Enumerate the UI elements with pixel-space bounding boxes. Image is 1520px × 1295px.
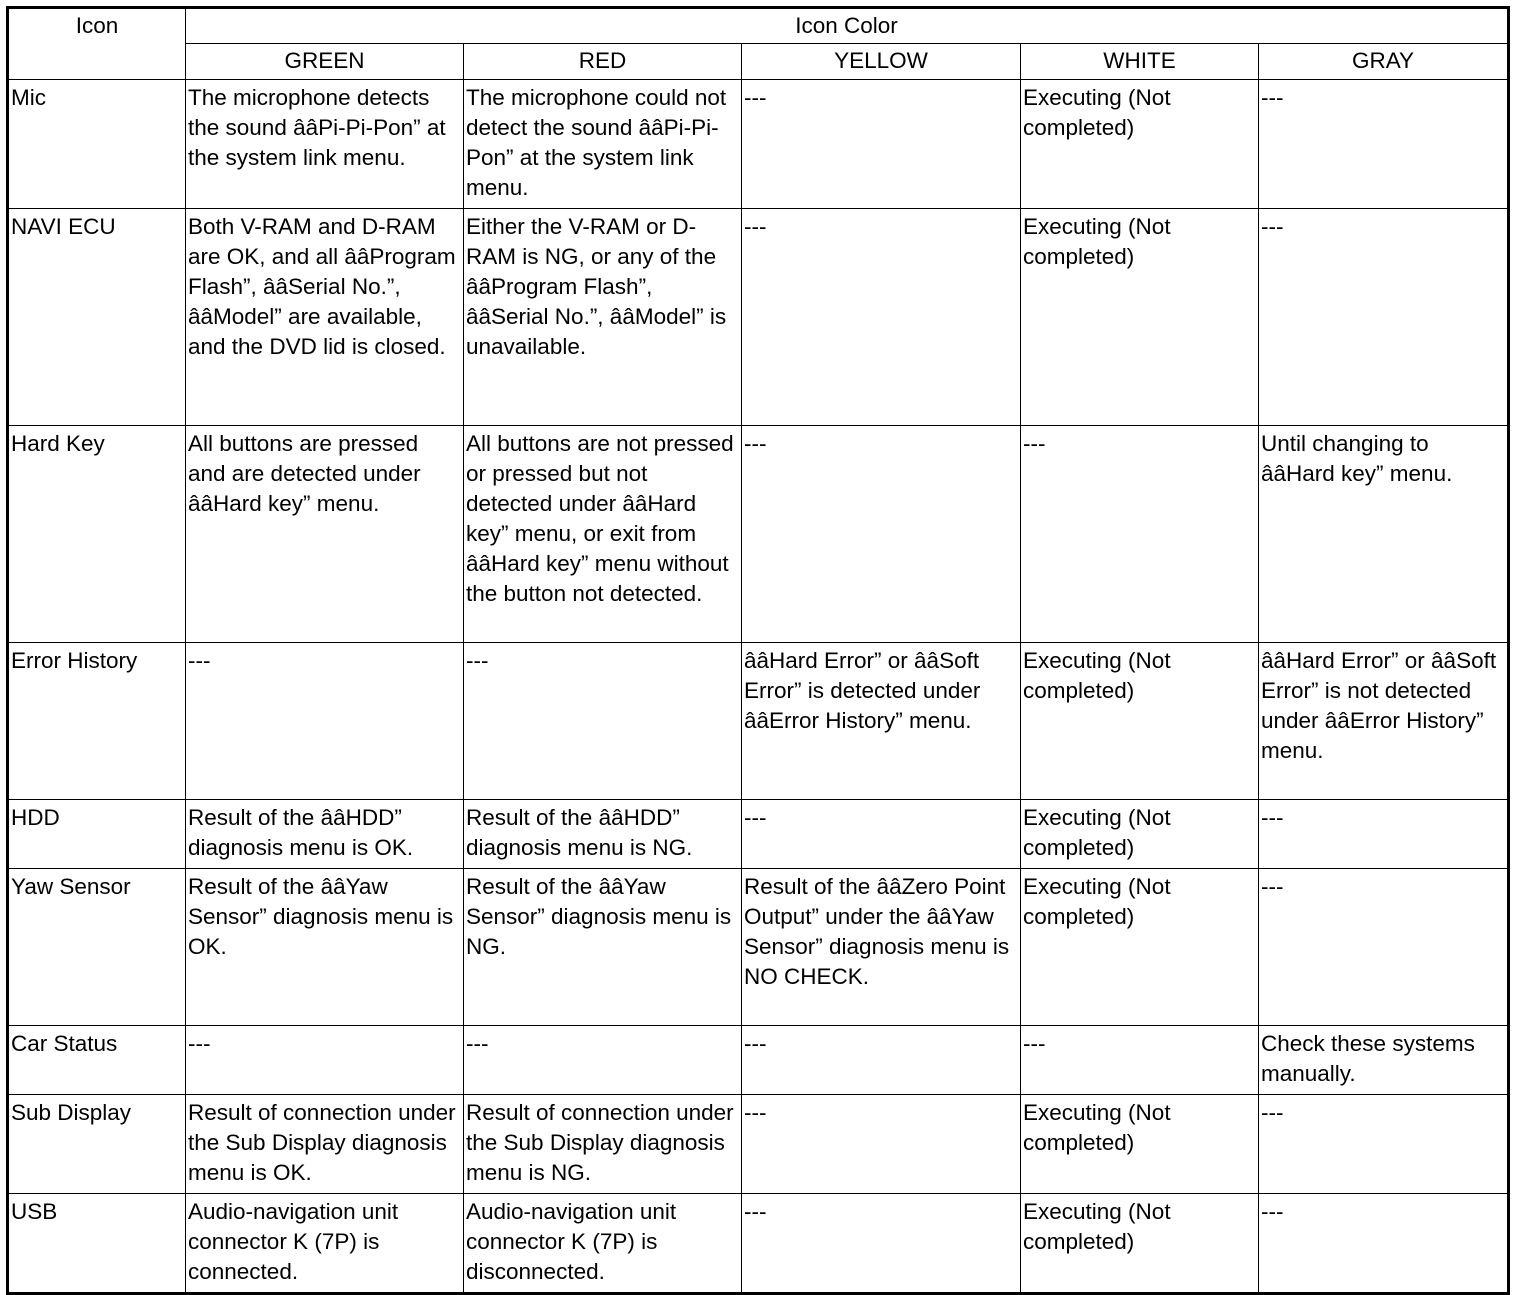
cell-gray: --- bbox=[1259, 209, 1509, 426]
cell-red: Either the V-RAM or D-RAM is NG, or any of the ââProgram Flash”, ââSerial No.”, ââModel” is unavailable. bbox=[464, 209, 742, 426]
table-row bbox=[8, 643, 1509, 800]
cell-green: Result of the ââHDD” diagnosis menu is OK. bbox=[186, 800, 464, 869]
cell-white: Executing (Not completed) bbox=[1021, 1095, 1259, 1194]
cell-green: Both V-RAM and D-RAM are OK, and all ââProgram Flash”, ââSerial No.”, ââModel” are available, and the DVD lid is closed. bbox=[186, 209, 464, 426]
table-row bbox=[8, 1095, 1509, 1194]
cell-white: --- bbox=[1021, 426, 1259, 643]
cell-gray: --- bbox=[1259, 1095, 1509, 1194]
cell-yellow: --- bbox=[742, 1194, 1021, 1294]
cell-yellow: --- bbox=[742, 1095, 1021, 1194]
cell-yellow: ââHard Error” or ââSoft Error” is detected under ââError History” menu. bbox=[742, 643, 1021, 800]
cell-red: --- bbox=[464, 643, 742, 800]
icon-color-header: Icon Color bbox=[186, 8, 1509, 44]
cell-green: The microphone detects the sound ââPi-Pi-Pon” at the system link menu. bbox=[186, 80, 464, 209]
cell-gray: ââHard Error” or ââSoft Error” is not detected under ââError History” menu. bbox=[1259, 643, 1509, 800]
table-row bbox=[8, 426, 1509, 643]
cell-green: All buttons are pressed and are detected under ââHard key” menu. bbox=[186, 426, 464, 643]
color-header-red: RED bbox=[464, 44, 742, 80]
cell-green: Result of connection under the Sub Display diagnosis menu is OK. bbox=[186, 1095, 464, 1194]
cell-green: Result of the ââYaw Sensor” diagnosis menu is OK. bbox=[186, 869, 464, 1026]
row-icon-name: Mic bbox=[8, 80, 186, 209]
row-icon-name: Hard Key bbox=[8, 426, 186, 643]
cell-gray: --- bbox=[1259, 800, 1509, 869]
color-header-white: WHITE bbox=[1021, 44, 1259, 80]
row-icon-name: NAVI ECU bbox=[8, 209, 186, 426]
table-row bbox=[8, 209, 1509, 426]
table-row bbox=[8, 869, 1509, 1026]
cell-green: Audio-navigation unit connector K (7P) is connected. bbox=[186, 1194, 464, 1294]
cell-red: Result of the ââHDD” diagnosis menu is NG. bbox=[464, 800, 742, 869]
table-row bbox=[8, 80, 1509, 209]
cell-white: Executing (Not completed) bbox=[1021, 1194, 1259, 1294]
cell-white: Executing (Not completed) bbox=[1021, 209, 1259, 426]
cell-red: Result of the ââYaw Sensor” diagnosis menu is NG. bbox=[464, 869, 742, 1026]
row-icon-name: Car Status bbox=[8, 1026, 186, 1095]
header-row-1 bbox=[8, 8, 1509, 44]
cell-yellow: --- bbox=[742, 80, 1021, 209]
row-icon-name: Yaw Sensor bbox=[8, 869, 186, 1026]
cell-white: --- bbox=[1021, 1026, 1259, 1095]
table-row bbox=[8, 1026, 1509, 1095]
cell-red: The microphone could not detect the sound ââPi-Pi-Pon” at the system link menu. bbox=[464, 80, 742, 209]
table-row bbox=[8, 1194, 1509, 1294]
color-header-gray: GRAY bbox=[1259, 44, 1509, 80]
cell-gray: --- bbox=[1259, 869, 1509, 1026]
cell-white: Executing (Not completed) bbox=[1021, 80, 1259, 209]
cell-yellow: --- bbox=[742, 426, 1021, 643]
cell-gray: --- bbox=[1259, 1194, 1509, 1294]
cell-green: --- bbox=[186, 643, 464, 800]
table-row bbox=[8, 800, 1509, 869]
cell-yellow: --- bbox=[742, 209, 1021, 426]
cell-yellow: --- bbox=[742, 1026, 1021, 1095]
table-body bbox=[8, 80, 1509, 1294]
cell-yellow: Result of the ââZero Point Output” under the ââYaw Sensor” diagnosis menu is NO CHECK. bbox=[742, 869, 1021, 1026]
cell-red: All buttons are not pressed or pressed but not detected under ââHard key” menu, or exit from ââHard key” menu without the button not detected. bbox=[464, 426, 742, 643]
icon-column-header: Icon bbox=[8, 8, 186, 80]
row-icon-name: HDD bbox=[8, 800, 186, 869]
row-icon-name: Sub Display bbox=[8, 1095, 186, 1194]
header-row-2 bbox=[8, 44, 1509, 80]
cell-white: Executing (Not completed) bbox=[1021, 800, 1259, 869]
cell-green: --- bbox=[186, 1026, 464, 1095]
cell-red: Result of connection under the Sub Display diagnosis menu is NG. bbox=[464, 1095, 742, 1194]
icon-color-table bbox=[6, 6, 1510, 1295]
cell-gray: Until changing to ââHard key” menu. bbox=[1259, 426, 1509, 643]
cell-gray: --- bbox=[1259, 80, 1509, 209]
cell-white: Executing (Not completed) bbox=[1021, 869, 1259, 1026]
cell-gray: Check these systems manually. bbox=[1259, 1026, 1509, 1095]
color-header-yellow: YELLOW bbox=[742, 44, 1021, 80]
color-header-green: GREEN bbox=[186, 44, 464, 80]
cell-yellow: --- bbox=[742, 800, 1021, 869]
row-icon-name: USB bbox=[8, 1194, 186, 1294]
row-icon-name: Error History bbox=[8, 643, 186, 800]
cell-white: Executing (Not completed) bbox=[1021, 643, 1259, 800]
cell-red: Audio-navigation unit connector K (7P) is disconnected. bbox=[464, 1194, 742, 1294]
cell-red: --- bbox=[464, 1026, 742, 1095]
